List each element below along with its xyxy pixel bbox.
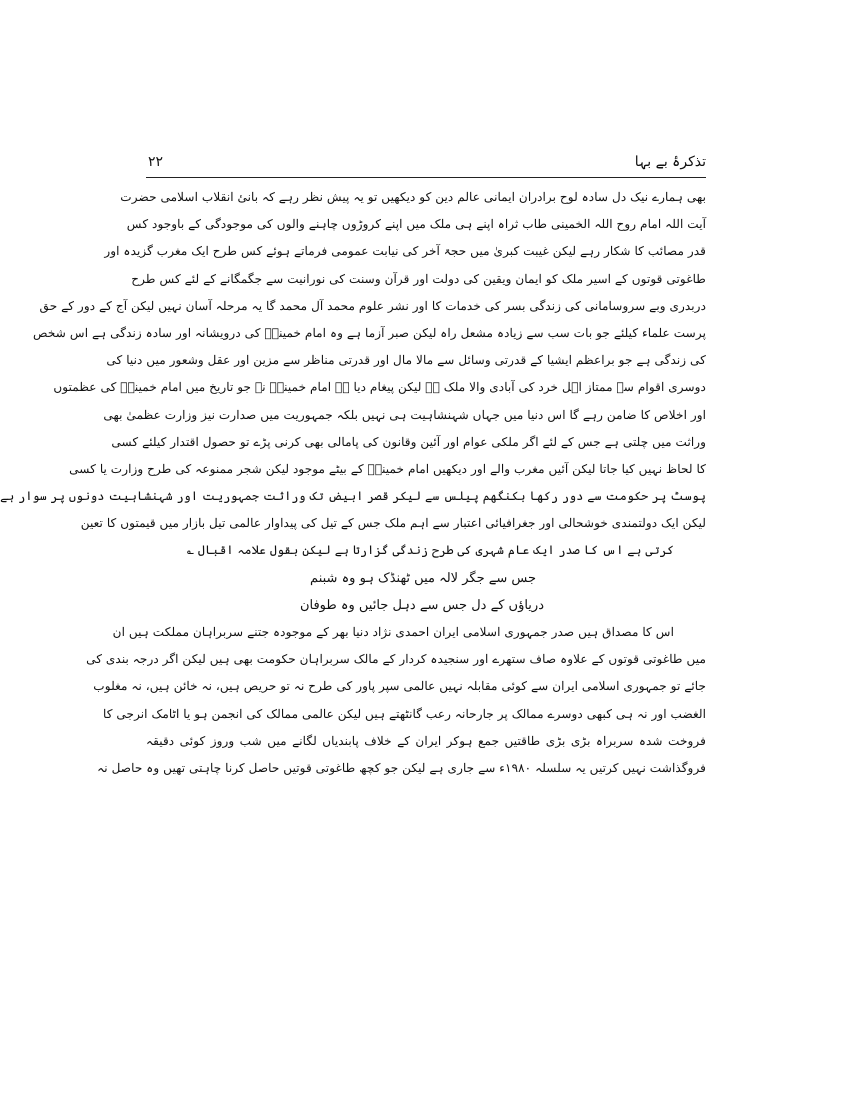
book-title: تذکرۂ بے بہا [634, 154, 706, 170]
verse-line: دریاؤں کے دل جس سے دہل جائیں وہ طوفان [299, 597, 544, 613]
page-header [146, 151, 706, 178]
text-line: فروگذاشت نہیں کرتیں یہ سلسلہ ۱۹۸۰ء سے جاری ہے لیکن جو کچھ طاغوتی قوتیں حاصل کرنا چاہتی تھیں وہ حاصل نہ [97, 760, 706, 775]
text-line: آیت اللہ امام روح اللہ الخمینی طاب ثراہ اپنے ہی ملک میں اپنے کروڑوں چاہنے والوں کی موجودگی کے باوجود کس [126, 217, 706, 232]
text-line: وراثت میں چلتی ہے جس کے لئے اگر ملکی عوام اور آئین وقانون کی پامالی بھی کرنی پڑے تو حصول اقتدار کیلئے کسی [111, 434, 706, 449]
text-line: کی زندگی ہے جو براعظم ایشیا کے قدرتی وسائل سے مالا مال اور قدرتی مناظر سے مزین اور عقل وشعور میں دنیا کی [106, 353, 706, 368]
text-line: جائے تو جمہوری اسلامی ایران سے کوئی مقابلہ نہیں عالمی سپر پاور کی طرح نہ تو حریص ہیں، نہ خائن ہیں، نہ مغلوب [93, 679, 706, 694]
text-line: اس کا مصداق ہیں صدر جمہوری اسلامی ایران احمدی نژاد دنیا بھر کے موجودہ جتنے سربراہان مملکت ہیں ان [112, 625, 674, 639]
text-line: قدر مصائب کا شکار رہے لیکن غیبت کبریٰ میں حجۃ آخر کی نیابت عمومی فرماتے ہوئے کس طرح ایک مغرب گزیدہ اور [104, 244, 706, 259]
text-line: پوسٹ پر حکومت سے دور رکھا بکنگھم پیلس سے لیکر قصر ابیض تک وراثت جمہوریت اور شہنشاہیت دونوں پر سوار ہے [0, 489, 706, 504]
page-number: ۲۲ [148, 154, 164, 170]
text-line: لیکن ایک دولتمندی خوشحالی اور جغرافیائی اعتبار سے اہم ملک جس کے تیل کی پیداوار عالمی تیل بازار میں قیمتوں کا تعین [80, 516, 706, 531]
text-line: اور اخلاص کا ضامن رہے گا اس دنیا میں جہاں شہنشاہیت ہی نہیں بلکہ جمہوریت میں صدارت نیز وزارت عظمیٰ بھی [103, 407, 706, 422]
text-line: کرتی ہے اس کا صدر ایک عام شہری کی طرح زندگی گزارتا ہے لیکن بقول علامہ اقبال ؎ [186, 543, 674, 558]
text-line: میں طاغوتی قوتوں کے علاوہ صاف ستھرے اور سنجیدہ کردار کے مالک سربراہان حکومت بھی ہیں لیکن اگر درجہ بندی کی [86, 652, 706, 667]
text-line: طاغوتی قوتوں کے اسیر ملک کو ایمان ویقین کی دولت اور قرآن وسنت کی نورانیت سے جگمگانے کے لئے کس طرح [131, 271, 706, 286]
text-line: پرست علماء کیلئے جو بات سب سے زیادہ مشعل راہ لیکن صبر آزما ہے وہ امام خمینیؒ کی درویشانہ اور سادہ زندگی ہے اس شخص [32, 325, 706, 340]
text-line: فروخت شدہ سربراہ بڑی بڑی طاقتیں جمع ہوکر ایران کے خلاف پابندیاں لگانے میں شب وروز کوئی دقیقہ [146, 733, 706, 748]
body-text [0, 184, 706, 782]
text-line: بھی ہمارے نیک دل سادہ لوح برادران ایمانی عالم دین کو دیکھیں تو یہ پیش نظر رہے کہ بانئ انقلاب اسلامی حضرت [120, 190, 706, 204]
text-line: الغضب اور نہ ہی کبھی دوسرے ممالک پر جارحانہ رعب گانٹھتے ہیں لیکن عالمی ممالک کی انجمن ہو یا اٹامک انرجی کا [102, 706, 706, 721]
text-line: دربدری وبے سروسامانی کی زندگی بسر کی خدمات کا اور نشر علوم محمد آل محمد گا یہ مرحلہ آسان نہیں لیکن آج کے دور کے حق [39, 298, 706, 313]
text-line: کا لحاظ نہیں کیا جاتا لیکن آئیں مغرب والے اور دیکھیں امام خمینیؒ کے بیٹے موجود لیکن شجر ممنوعہ کی طرح وزارت یا کسی [69, 461, 706, 476]
verse-line: جس سے جگر لالہ میں ٹھنڈک ہو وہ شبنم [310, 570, 536, 586]
text-line: دوسری اقوام سے ممتاز اہل خرد کی آبادی والا ملک ہے لیکن پیغام دیا ہے امام خمینیؒ نے جو تاریخ میں امام خمینیؒ کی عظمتوں [53, 380, 706, 395]
